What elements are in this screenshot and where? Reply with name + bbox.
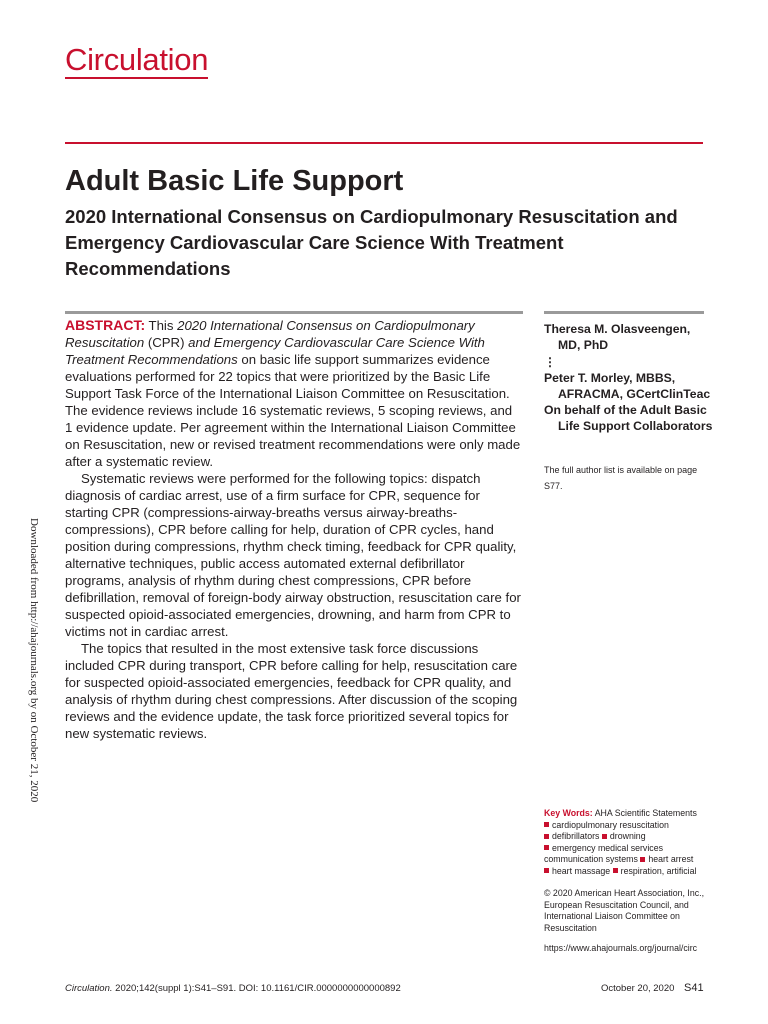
author-first[interactable]: Theresa M. Olasveengen, MD, PhD: [544, 322, 691, 352]
journal-url-link[interactable]: https://www.ahajournals.org/journal/circ: [544, 943, 698, 953]
keyword[interactable]: respiration, artificial: [620, 865, 697, 876]
bullet-square-icon: [544, 845, 549, 850]
keyword[interactable]: cardiopulmonary resuscitation: [552, 819, 669, 830]
abstract-italic: and Emergency Cardiovascular Care Science With Treatment Recommendations: [65, 335, 485, 367]
journal-name-text: Circulation: [65, 42, 209, 77]
keyword[interactable]: heart massage: [552, 865, 611, 876]
bullet-square-icon: [602, 834, 607, 839]
abstract-text: on basic life support summarizes evidence evaluations performed for 22 topics that were prioritized by the Basic Life Support Task Force of the International Liaison Committee on Resuscitation. The evidence reviews include 16 systematic reviews, 5 scoping reviews, and 1 evidence update. Per agreement within the International Liaison Committee on Resuscitation, new or revised treatment recommendations were only made after a systematic review.: [65, 352, 521, 469]
page-number: S41: [684, 982, 704, 994]
keyword[interactable]: defibrillators: [552, 831, 600, 841]
abstract-italic: 2020 International Consensus on Cardiopulmonary Resuscitation: [65, 318, 475, 350]
download-watermark: [28, 518, 40, 803]
footer-citation-text: 2020;142(suppl 1):S41–S91. DOI: 10.1161/CIR.0000000000000892: [112, 983, 401, 994]
keywords: [544, 808, 712, 877]
abstract-text: This: [145, 318, 178, 333]
download-watermark-text: Downloaded from http://ahajournals.org by on October 21, 2020: [28, 518, 40, 803]
abstract-rule: [65, 311, 523, 314]
author-separator: ⋮: [544, 355, 556, 369]
keyword[interactable]: heart arrest: [648, 854, 694, 864]
bullet-square-icon: [544, 868, 549, 873]
sidebar-rule: [544, 311, 704, 314]
bullet-square-icon: [544, 834, 549, 839]
abstract-paragraph-2: Systematic reviews were performed for the following topics: dispatch diagnosis of cardiac arrest, use of a firm surface for CPR, sequence for starting CPR (compressions-airway-breaths versus airway-breaths-compressions), CPR before calling for help, duration of CPR cycles, hand position during compressions, rhythm check timing, feedback for CPR quality, alternative techniques, public access automated external defibrillator programs, analysis of rhythm during chest compressions, CPR before defibrillation, removal of foreign-body airway obstruction, resuscitation care for suspected opioid-associated emergencies, drowning, and harm from CPR to victims not in cardiac arrest.: [65, 471, 521, 639]
bullet-square-icon: [613, 868, 618, 873]
keyword[interactable]: emergency medical services communication systems: [544, 842, 663, 864]
footer-citation: [65, 983, 401, 994]
full-author-list-note: The full author list is available on page S77.: [544, 465, 698, 491]
article-subtitle: 2020 International Consensus on Cardiopulmonary Resuscitation and Emergency Cardiovascular Care Science With Treatment Recommendations: [65, 206, 678, 279]
abstract-label: ABSTRACT:: [65, 317, 146, 333]
footer-journal: Circulation.: [65, 983, 113, 994]
abstract-paragraph-3: The topics that resulted in the most extensive task force discussions included CPR during transport, CPR before calling for help, resuscitation care for suspected opioid-associated emergencies, feedback for CPR quality, and analysis of rhythm during chest compressions. After discussion of the scoping reviews and the evidence update, the task force prioritized several topics for new systematic reviews.: [65, 641, 518, 741]
footer-date: October 20, 2020: [601, 983, 675, 994]
abstract: [65, 317, 521, 742]
author-collaborators: On behalf of the Adult Basic Life Support Collaborators: [544, 403, 713, 433]
bullet-square-icon: [640, 857, 645, 862]
keyword[interactable]: AHA Scientific Statements: [594, 808, 697, 818]
keyword[interactable]: drowning: [609, 831, 646, 841]
header-rule: [65, 142, 703, 144]
keywords-label: Key Words:: [544, 808, 593, 818]
copyright-notice: © 2020 American Heart Association, Inc., European Resuscitation Council, and International Liaison Committee on Resuscitation: [544, 888, 705, 933]
abstract-paragraph-1: [65, 317, 521, 470]
article-title: Adult Basic Life Support: [65, 165, 404, 197]
author-list: [544, 321, 714, 434]
author-second[interactable]: Peter T. Morley, MBBS, AFRACMA, GCertClinTeac: [544, 371, 711, 401]
abstract-text: (CPR): [144, 335, 189, 350]
journal-name: [65, 42, 208, 79]
bullet-square-icon: [544, 822, 549, 827]
